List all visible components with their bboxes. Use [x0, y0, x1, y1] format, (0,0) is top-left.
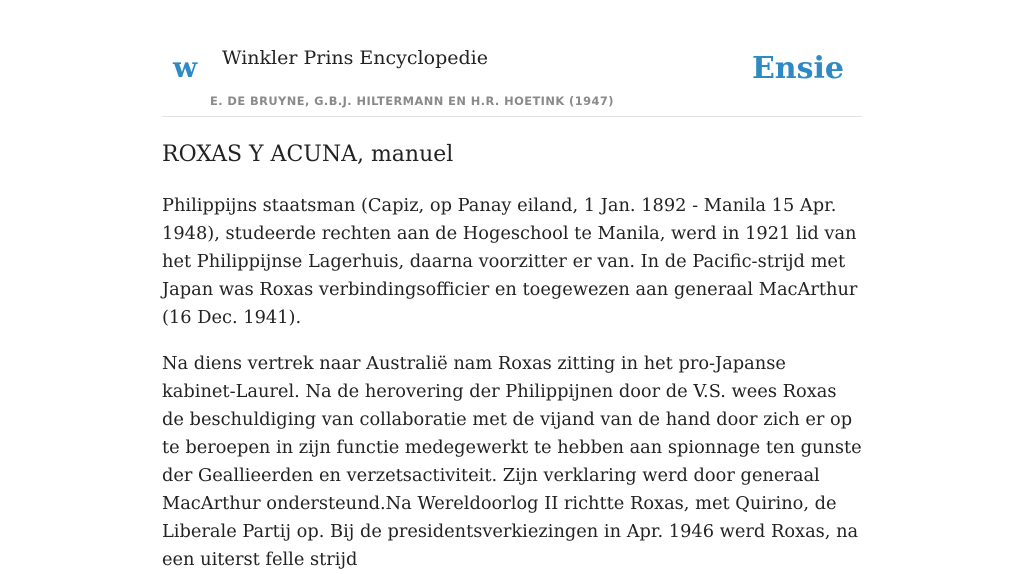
article-paragraph: Philippijns staatsman (Capiz, op Panay eiland, 1 Jan. 1892 - Manila 15 Apr. 1948), studeerde rechten aan de Hogeschool te Manila, werd in 1921 lid van het Philippijnse Lagerhuis, daarna voorzitter er van. In de Pacific-strijd met Japan was Roxas verbindingsofficier en toegewezen aan generaal MacArthur (16 Dec. 1941). — [162, 195, 858, 328]
article — [162, 138, 862, 574]
ensie-logo[interactable]: Ensie — [751, 51, 844, 86]
publication-title[interactable]: Winkler Prins Encyclopedie — [222, 47, 488, 69]
publication-authors: E. DE BRUYNE, G.B.J. HILTERMANN EN H.R. HOETINK (1947) — [210, 94, 614, 108]
article-paragraph: Na diens vertrek naar Australië nam Roxas zitting in het pro-Japanse kabinet-Laurel. Na de herovering der Philippijnen door de V.S. wees Roxas de beschuldiging van collaboratie met de vijand van de hand door zich er op te beroepen in zijn functie medegewerkt te hebben aan spionnage ten gunste der Geallieerden en verzetsactiviteit. Zijn verklaring werd door generaal MacArthur ondersteund.Na Wereldoorlog II richtte Roxas, met Quirino, de Liberale Partij op. Bij de presidentsverkiezingen in Apr. 1946 werd Roxas, na een uiterst felle strijd — [162, 353, 862, 570]
site-header — [162, 0, 862, 117]
publication-logo-icon[interactable]: w — [173, 51, 198, 84]
article-title: ROXAS Y ACUNA, manuel — [162, 142, 454, 167]
